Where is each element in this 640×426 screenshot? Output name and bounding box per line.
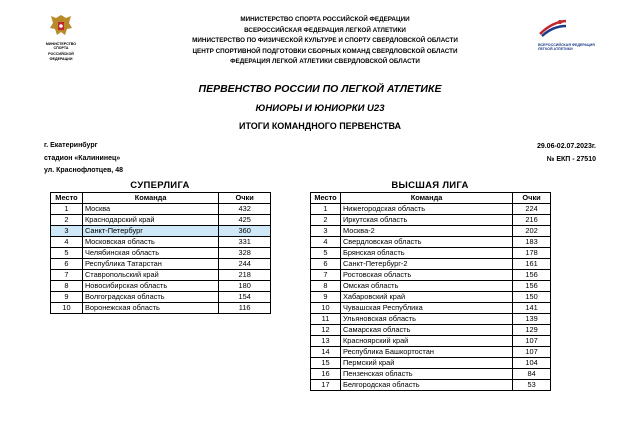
cell-points: 331 [219,237,271,248]
cell-team: Республика Татарстан [82,259,218,270]
left-logo-caption-1: МИНИСТЕРСТВО СПОРТА [45,42,77,51]
venue-info [44,140,123,178]
cell-team: Чувашская Республика [340,303,512,314]
table-row [311,270,551,281]
cell-place: 8 [311,281,341,292]
column-header-team: Команда [82,193,218,204]
right-logo-caption-1: ВСЕРОССИЙСКАЯ ФЕДЕРАЦИЯ [538,43,595,47]
cell-points: 150 [513,292,551,303]
age-group-title: ЮНИОРЫ И ЮНИОРКИ U23 [255,103,385,114]
runner-swoosh-icon [538,18,568,38]
cell-points: 360 [219,226,271,237]
left-logo-caption-2: РОССИЙСКОЙ ФЕДЕРАЦИИ [48,52,74,61]
superliga-table [50,192,271,314]
table-row [311,292,551,303]
cell-team: Ростовская область [340,270,512,281]
cell-place: 4 [311,237,341,248]
event-dates: 29.06-02.07.2023г. [536,143,596,150]
cell-place: 7 [51,270,83,281]
cell-team: Белгородская область [340,380,512,391]
cell-points: 180 [219,281,271,292]
cell-team: Хабаровский край [340,292,512,303]
document-titles [100,80,540,134]
cell-team: Свердловская область [340,237,512,248]
cell-points: 425 [219,215,271,226]
cell-team: Ульяновская область [340,314,512,325]
championship-title: ПЕРВЕНСТВО РОССИИ ПО ЛЕГКОЙ АТЛЕТИКЕ [198,83,442,95]
org-line: МИНИСТЕРСТВО СПОРТА РОССИЙСКОЙ ФЕДЕРАЦИИ [240,16,410,23]
cell-place: 6 [51,259,83,270]
table-row [51,292,271,303]
org-line: МИНИСТЕРСТВО ПО ФИЗИЧЕСКОЙ КУЛЬТУРЕ И СПОРТУ СВЕРДЛОВСКОЙ ОБЛАСТИ [192,37,458,44]
cell-place: 7 [311,270,341,281]
cell-place: 10 [51,303,83,314]
table-row [311,347,551,358]
cell-points: 154 [219,292,271,303]
cell-place: 3 [51,226,83,237]
cell-team: Иркутская область [340,215,512,226]
cell-team: Санкт-Петербург-2 [340,259,512,270]
vysshaya-liga-table [310,192,551,391]
cell-team: Пензенская область [340,369,512,380]
org-line: ВСЕРОССИЙСКАЯ ФЕДЕРАЦИЯ ЛЕГКОЙ АТЛЕТИКИ [244,26,406,34]
cell-team: Воронежская область [82,303,218,314]
cell-place: 10 [311,303,341,314]
cell-team: Московская область [82,237,218,248]
cell-place: 2 [51,215,83,226]
cell-place: 6 [311,259,341,270]
cell-points: 156 [513,270,551,281]
cell-points: 84 [513,369,551,380]
table-row [51,204,271,215]
table-row [311,259,551,270]
cell-points: 161 [513,259,551,270]
table-row [311,248,551,259]
table-row [311,303,551,314]
superliga-title: СУПЕРЛИГА [130,180,190,191]
cell-place: 15 [311,358,341,369]
city: г. Екатеринбург [44,142,98,149]
cell-points: 224 [513,204,551,215]
cell-place: 2 [311,215,341,226]
coat-of-arms-icon [47,12,75,40]
address: ул. Краснофлотцев, 48 [44,167,123,174]
table-row [311,204,551,215]
column-header-team: Команда [340,193,512,204]
cell-points: 156 [513,281,551,292]
cell-points: 53 [513,380,551,391]
table-row [311,237,551,248]
superliga-rows [51,204,271,314]
table-row [311,325,551,336]
cell-team: Республика Башкортостан [340,347,512,358]
results-title: ИТОГИ КОМАНДНОГО ПЕРВЕНСТВА [239,121,401,131]
cell-points: 432 [219,204,271,215]
table-row [51,248,271,259]
cell-place: 9 [311,292,341,303]
cell-team: Красноярский край [340,336,512,347]
event-info [537,140,596,166]
cell-points: 116 [219,303,271,314]
cell-points: 218 [219,270,271,281]
column-header-place: Место [51,193,83,204]
cell-place: 11 [311,314,341,325]
event-code: № ЕКП - 27510 [546,156,596,163]
cell-points: 104 [513,358,551,369]
cell-place: 8 [51,281,83,292]
table-row [51,303,271,314]
cell-place: 1 [311,204,341,215]
cell-place: 9 [51,292,83,303]
cell-place: 16 [311,369,341,380]
table-row [311,281,551,292]
cell-team: Ставропольский край [82,270,218,281]
ministry-sport-logo [38,12,84,61]
cell-team: Краснодарский край [82,215,218,226]
org-line: ФЕДЕРАЦИЯ ЛЕГКОЙ АТЛЕТИКИ СВЕРДЛОВСКОЙ ОБЛАСТИ [230,58,420,65]
org-line: ЦЕНТР СПОРТИВНОЙ ПОДГОТОВКИ СБОРНЫХ КОМАНД СВЕРДЛОВСКОЙ ОБЛАСТИ [192,47,458,55]
cell-team: Санкт-Петербург [82,226,218,237]
cell-points: 141 [513,303,551,314]
table-row [311,380,551,391]
table-row [311,358,551,369]
cell-points: 183 [513,237,551,248]
cell-team: Москва-2 [340,226,512,237]
cell-points: 202 [513,226,551,237]
cell-points: 216 [513,215,551,226]
cell-team: Челябинская область [82,248,218,259]
cell-team: Волгоградская область [82,292,218,303]
table-header-row [51,193,271,204]
cell-team: Москва [82,204,218,215]
column-header-points: Очки [513,193,551,204]
table-row [311,314,551,325]
table-row [311,226,551,237]
vysshaya-liga-rows [311,204,551,391]
cell-points: 107 [513,347,551,358]
right-logo-caption-2: ЛЕГКОЙ АТЛЕТИКИ [538,47,573,52]
table-row [311,369,551,380]
cell-team: Новосибирская область [82,281,218,292]
table-row [51,259,271,270]
column-header-place: Место [311,193,341,204]
table-row [51,237,271,248]
cell-points: 328 [219,248,271,259]
stadium: стадион «Калининец» [44,154,121,162]
cell-team: Самарская область [340,325,512,336]
cell-place: 17 [311,380,341,391]
cell-team: Нижегородская область [340,204,512,215]
vysshaya-liga-title: ВЫСШАЯ ЛИГА [391,180,469,191]
table-row [311,215,551,226]
cell-points: 139 [513,314,551,325]
table-row [51,226,271,237]
cell-team: Омская область [340,281,512,292]
cell-place: 3 [311,226,341,237]
table-row [51,215,271,226]
cell-team: Пермский край [340,358,512,369]
organizers-header [160,15,490,68]
cell-points: 178 [513,248,551,259]
cell-place: 5 [311,248,341,259]
cell-place: 13 [311,336,341,347]
cell-points: 129 [513,325,551,336]
cell-place: 4 [51,237,83,248]
athletics-federation-logo [538,18,598,51]
table-row [311,336,551,347]
cell-place: 14 [311,347,341,358]
table-row [51,270,271,281]
table-header-row [311,193,551,204]
cell-points: 107 [513,336,551,347]
column-header-points: Очки [219,193,271,204]
table-row [51,281,271,292]
cell-team: Брянская область [340,248,512,259]
cell-place: 12 [311,325,341,336]
cell-place: 5 [51,248,83,259]
cell-points: 244 [219,259,271,270]
cell-place: 1 [51,204,83,215]
